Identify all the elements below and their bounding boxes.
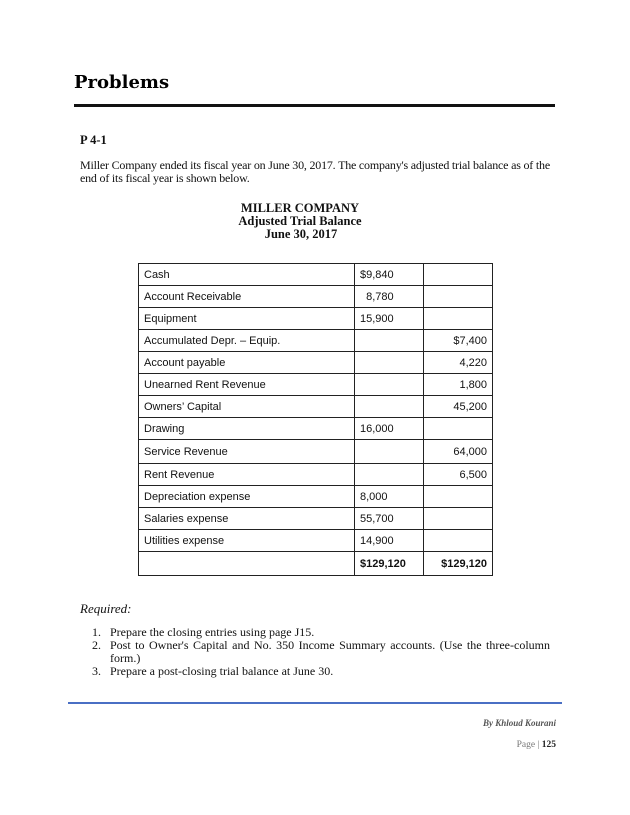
requirement-number: 2. bbox=[92, 638, 101, 652]
debit-cell bbox=[355, 440, 424, 464]
requirement-item bbox=[80, 639, 550, 665]
debit-cell bbox=[355, 330, 424, 352]
table-row bbox=[139, 374, 493, 396]
page-heading: Problems bbox=[74, 72, 170, 93]
table-row bbox=[139, 486, 493, 508]
table-row bbox=[139, 308, 493, 330]
problem-intro: Miller Company ended its fiscal year on June 30, 2017. The company's adjusted trial balance as of the end of its fiscal year is shown below. bbox=[80, 158, 550, 185]
account-cell: Utilities expense bbox=[139, 530, 355, 552]
debit-cell bbox=[355, 464, 424, 486]
credit-cell: 4,220 bbox=[424, 352, 493, 374]
trial-balance-header bbox=[200, 202, 400, 241]
account-cell: Owners’ Capital bbox=[139, 396, 355, 418]
requirement-text: Prepare the closing entries using page J15. bbox=[110, 625, 315, 639]
credit-cell bbox=[424, 418, 493, 440]
debit-cell: $9,840 bbox=[355, 264, 424, 286]
credit-cell bbox=[424, 530, 493, 552]
table-row bbox=[139, 264, 493, 286]
total-credit-cell: $129,120 bbox=[424, 552, 493, 576]
debit-cell bbox=[355, 352, 424, 374]
account-cell: Depreciation expense bbox=[139, 486, 355, 508]
credit-cell: 1,800 bbox=[424, 374, 493, 396]
account-cell: Equipment bbox=[139, 308, 355, 330]
credit-cell bbox=[424, 508, 493, 530]
author-credit: By Khloud Kourani bbox=[482, 718, 556, 728]
requirement-text: Prepare a post-closing trial balance at June 30. bbox=[110, 664, 334, 678]
page-separator: | bbox=[535, 740, 542, 750]
requirements-list bbox=[80, 626, 550, 678]
account-cell: Salaries expense bbox=[139, 508, 355, 530]
totals-label-cell bbox=[139, 552, 355, 576]
debit-cell: 15,900 bbox=[355, 308, 424, 330]
credit-cell: 45,200 bbox=[424, 396, 493, 418]
page-number-value: 125 bbox=[541, 740, 556, 750]
credit-cell: $7,400 bbox=[424, 330, 493, 352]
problem-id: P 4-1 bbox=[80, 133, 107, 147]
trial-balance-table bbox=[138, 263, 493, 576]
account-cell: Accumulated Depr. – Equip. bbox=[139, 330, 355, 352]
table-row bbox=[139, 508, 493, 530]
credit-cell bbox=[424, 264, 493, 286]
required-label: Required: bbox=[80, 601, 132, 616]
credit-cell bbox=[424, 308, 493, 330]
table-row bbox=[139, 352, 493, 374]
totals-row bbox=[139, 552, 493, 576]
credit-cell bbox=[424, 486, 493, 508]
credit-cell: 6,500 bbox=[424, 464, 493, 486]
account-cell: Unearned Rent Revenue bbox=[139, 374, 355, 396]
table-row bbox=[139, 440, 493, 464]
page-number bbox=[517, 740, 556, 750]
account-cell: Cash bbox=[139, 264, 355, 286]
statement-name: Adjusted Trial Balance bbox=[238, 214, 362, 228]
table-row bbox=[139, 396, 493, 418]
table-row bbox=[139, 418, 493, 440]
debit-cell bbox=[355, 396, 424, 418]
credit-cell bbox=[424, 286, 493, 308]
page-label: Page bbox=[516, 740, 536, 750]
table-row bbox=[139, 464, 493, 486]
footer-divider bbox=[68, 702, 562, 704]
total-debit-cell: $129,120 bbox=[355, 552, 424, 576]
account-cell: Account Receivable bbox=[139, 286, 355, 308]
requirement-number: 3. bbox=[92, 664, 101, 678]
debit-cell: 55,700 bbox=[355, 508, 424, 530]
credit-cell: 64,000 bbox=[424, 440, 493, 464]
debit-cell bbox=[355, 374, 424, 396]
account-cell: Account payable bbox=[139, 352, 355, 374]
statement-date: June 30, 2017 bbox=[264, 227, 338, 241]
debit-cell: 8,000 bbox=[355, 486, 424, 508]
table-row bbox=[139, 530, 493, 552]
debit-cell: 16,000 bbox=[355, 418, 424, 440]
table-row bbox=[139, 286, 493, 308]
debit-cell: 14,900 bbox=[355, 530, 424, 552]
account-cell: Rent Revenue bbox=[139, 464, 355, 486]
table-row bbox=[139, 330, 493, 352]
company-name: MILLER COMPANY bbox=[240, 201, 360, 215]
requirement-item bbox=[80, 665, 550, 678]
requirement-text: Post to Owner's Capital and No. 350 Income Summary accounts. (Use the three-column form.) bbox=[110, 638, 550, 665]
requirement-number: 1. bbox=[92, 625, 101, 639]
account-cell: Drawing bbox=[139, 418, 355, 440]
heading-divider bbox=[74, 104, 555, 107]
debit-cell: 8,780 bbox=[355, 286, 424, 308]
account-cell: Service Revenue bbox=[139, 440, 355, 464]
